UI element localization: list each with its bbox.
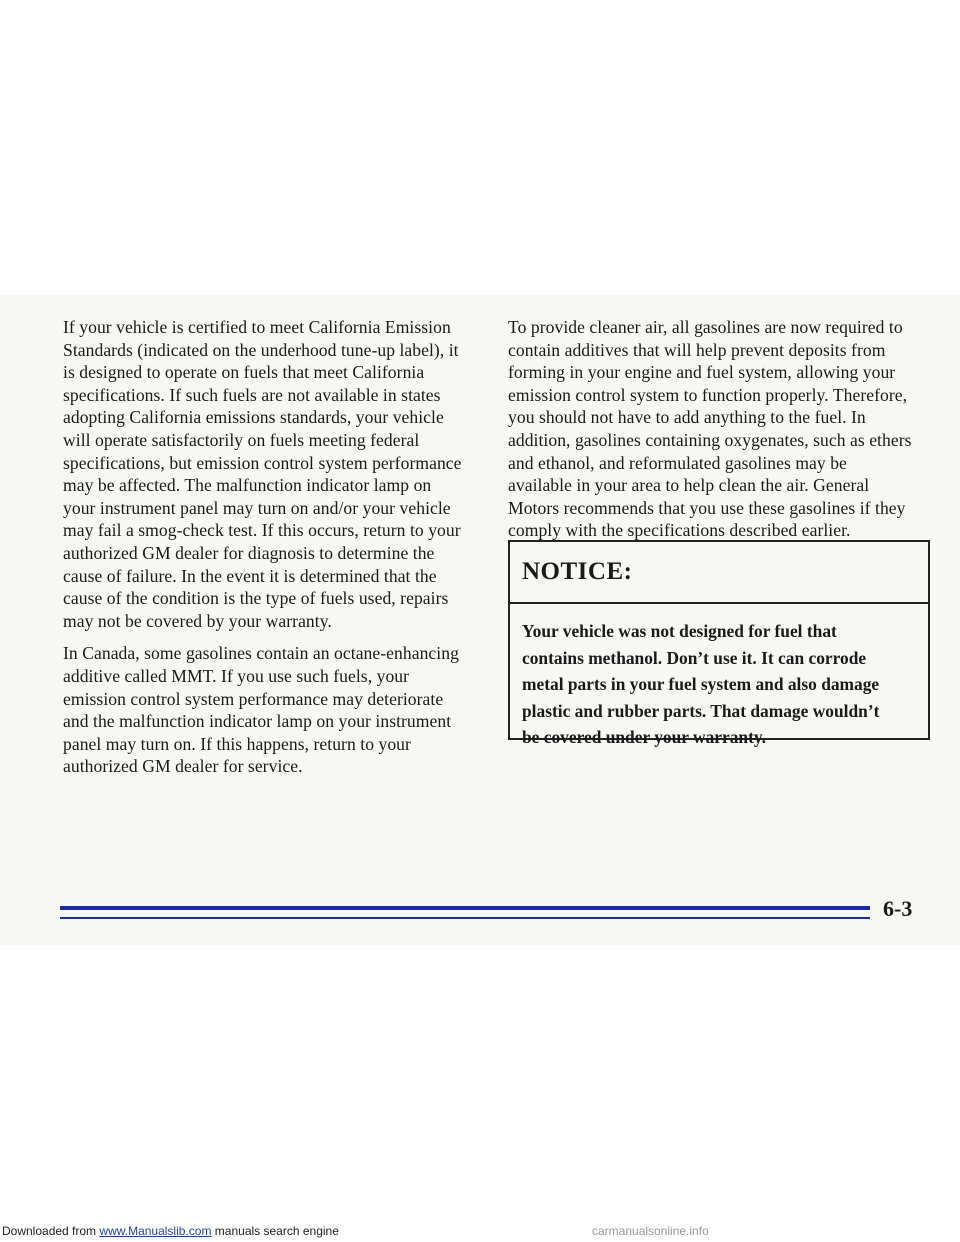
watermark: carmanualsonline.info bbox=[592, 1224, 709, 1238]
footer-rule-thick bbox=[60, 906, 870, 910]
download-banner bbox=[2, 1224, 339, 1238]
banner-suffix: manuals search engine bbox=[214, 1224, 339, 1238]
paragraph-canada-mmt: In Canada, some gasolines contain an octane-enhancing additive called MMT. If you use such fuels, your emission control system performance may deteriorate and the malfunction indicator lamp on your instrument panel may turn on. If this happens, return to your authorized GM dealer for service. bbox=[63, 643, 459, 777]
footer-rule-thin bbox=[60, 917, 870, 919]
notice-header bbox=[510, 542, 928, 604]
manualslib-link[interactable]: www.Manualslib.com bbox=[99, 1224, 212, 1238]
notice-box bbox=[508, 540, 930, 747]
paragraph-cleaner-air: To provide cleaner air, all gasolines are now required to contain additives that will help prevent deposits from forming in your engine and fuel system, allowing your emission control system to function properly. Therefore, you should not have to add anything to the fuel. In addition, gasolines containing oxygenates, such as ethers and ethanol, and reformulated gasolines may be available in your area to help clean the air. General Motors recommends that you use these gasolines if they comply with the specifications described earlier. bbox=[508, 317, 912, 541]
banner-prefix: Downloaded from bbox=[2, 1224, 97, 1238]
left-column bbox=[63, 316, 483, 788]
page-number: 6-3 bbox=[883, 896, 913, 921]
notice-body: Your vehicle was not designed for fuel that contains methanol. Don’t use it. It can corrode metal parts in your fuel system and also damage plastic and rubber parts. That damage wouldn’t be covered under your warranty. bbox=[522, 621, 880, 747]
notice-title: NOTICE: bbox=[522, 558, 633, 585]
paragraph-california-emissions: If your vehicle is certified to meet California Emission Standards (indicated on the underhood tune-up label), it is designed to operate on fuels that meet California specifications. If such fuels are not available in states adopting California emissions standards, your vehicle will operate satisfactorily on fuels meeting federal specifications, but emission control system performance may be affected. The malfunction indicator lamp on your instrument panel may turn on and/or your vehicle may fail a smog-check test. If this occurs, return to your authorized GM dealer for diagnosis to determine the cause of failure. In the event it is determined that the cause of the condition is the type of fuels used, repairs may not be covered by your warranty. bbox=[63, 317, 462, 631]
right-column bbox=[508, 316, 938, 552]
